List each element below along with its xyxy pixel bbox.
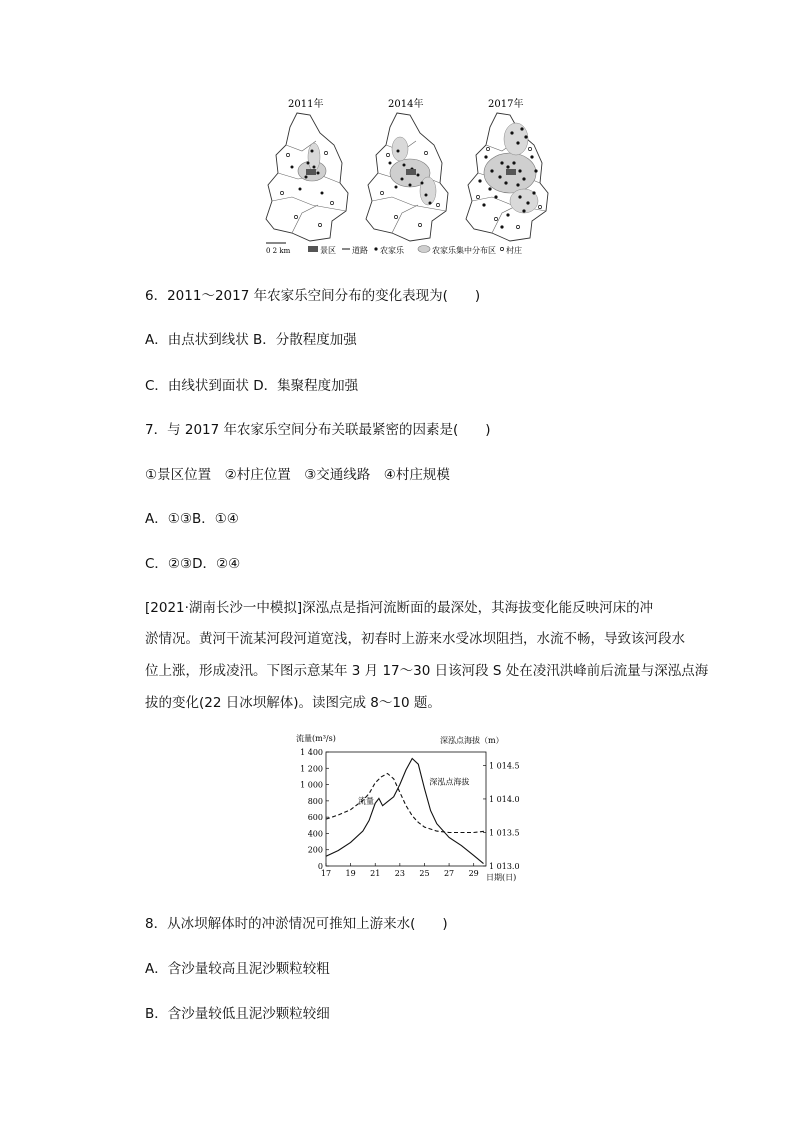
intro-line-2: 淤情况。黄河干流某河段河道宽浅，初春时上游来水受冰坝阻挡，水流不畅，导致该河段水: [145, 631, 685, 647]
legend-farm: 农家乐: [380, 246, 404, 255]
chart-ytick-label-left: 800: [307, 796, 323, 806]
series-line-flow: [326, 759, 484, 864]
q8-option-b: B．含沙量较低且泥沙颗粒较细: [145, 1006, 330, 1022]
map-year-2014: 2014年: [388, 99, 424, 110]
chart-ytick-label-right: 1 013.0: [489, 862, 520, 871]
chart-ytick-label-left: 400: [307, 829, 323, 839]
q6-stem: 6．2011～2017 年农家乐空间分布的变化表现为( ): [145, 288, 481, 304]
chart-ytick-label-left: 1 000: [300, 780, 323, 790]
q6-options-cd: C．由线状到面状 D．集聚程度加强: [145, 378, 359, 394]
chart-ytick-label-left: 1 200: [300, 764, 323, 774]
q6-options-ab: A．由点状到线状 B．分散程度加强: [145, 332, 357, 348]
chart-ytick-label-left: 1 400: [300, 748, 323, 757]
q7-stem: 7．与 2017 年农家乐空间分布关联最紧密的因素是( ): [145, 422, 491, 438]
chart-ytick-label-left: 0: [317, 862, 323, 871]
map-2014: [366, 113, 448, 241]
flow-chart: [290, 730, 530, 885]
chart-xlabel: 日期(日): [486, 873, 517, 882]
map-legend: [266, 243, 522, 255]
legend-scenic-icon: [308, 246, 318, 252]
q7-options-cd: C．②③D．②④: [145, 556, 241, 572]
legend-village: 村庄: [506, 246, 522, 255]
map-figure: [262, 93, 562, 263]
chart-xtick-label: 17: [320, 869, 332, 878]
chart-ytick-label-left: 600: [307, 813, 323, 823]
legend-farm-icon: [374, 247, 377, 250]
q8-stem: 8．从冰坝解体时的冲淤情况可推知上游来水( ): [145, 916, 448, 932]
chart-ytick-label-left: 200: [307, 845, 323, 855]
chart-ytick-label-right: 1 014.0: [489, 794, 520, 804]
map-2011: [266, 113, 348, 241]
q7-options-ab: A．①③B．①④: [145, 511, 239, 527]
q7-factors: ①景区位置 ②村庄位置 ③交通线路 ④村庄规模: [145, 467, 450, 483]
chart-xtick-label: 21: [370, 869, 381, 878]
map-2017: [466, 113, 548, 241]
chart-xtick-label: 23: [394, 869, 405, 878]
chart-xtick-label: 19: [345, 869, 356, 878]
chart-ylabel-left: 流量(m³/s): [296, 734, 336, 743]
chart-xtick-label: 29: [468, 869, 479, 878]
intro-line-1: [2021·湖南长沙一中模拟]深泓点是指河流断面的最深处，其海拔变化能反映河床的冲: [145, 600, 654, 616]
intro-line-4: 拔的变化(22 日冰坝解体)。读图完成 8～10 题。: [145, 695, 441, 711]
chart-ylabel-right: 深泓点海拔（m）: [440, 736, 504, 745]
flow-chart-svg: [290, 730, 530, 885]
legend-cluster: 农家乐集中分布区: [432, 246, 496, 255]
chart-xtick-label: 27: [443, 869, 455, 878]
legend-village-icon: [500, 247, 503, 250]
series-label-flow: 流量: [358, 796, 374, 806]
legend-road: 道路: [352, 246, 368, 255]
intro-line-3: 位上涨，形成凌汛。下图示意某年 3 月 17～30 日该河段 S 处在凌汛洪峰前后流量与深泓点海: [145, 663, 709, 679]
legend-cluster-icon: [418, 246, 430, 253]
chart-ytick-label-right: 1 013.5: [489, 828, 520, 838]
map-year-2017: 2017年: [488, 99, 524, 110]
series-label-thalweg: 深泓点海拔: [429, 777, 470, 787]
q8-option-a: A．含沙量较高且泥沙颗粒较粗: [145, 961, 330, 977]
chart-ytick-label-right: 1 014.5: [489, 761, 520, 771]
map-figure-svg: [262, 93, 562, 263]
chart-xtick-label: 25: [419, 869, 430, 878]
legend-scale: 0 2 km: [266, 247, 291, 255]
map-year-2011: 2011年: [288, 99, 324, 110]
legend-scenic: 景区: [320, 246, 336, 255]
